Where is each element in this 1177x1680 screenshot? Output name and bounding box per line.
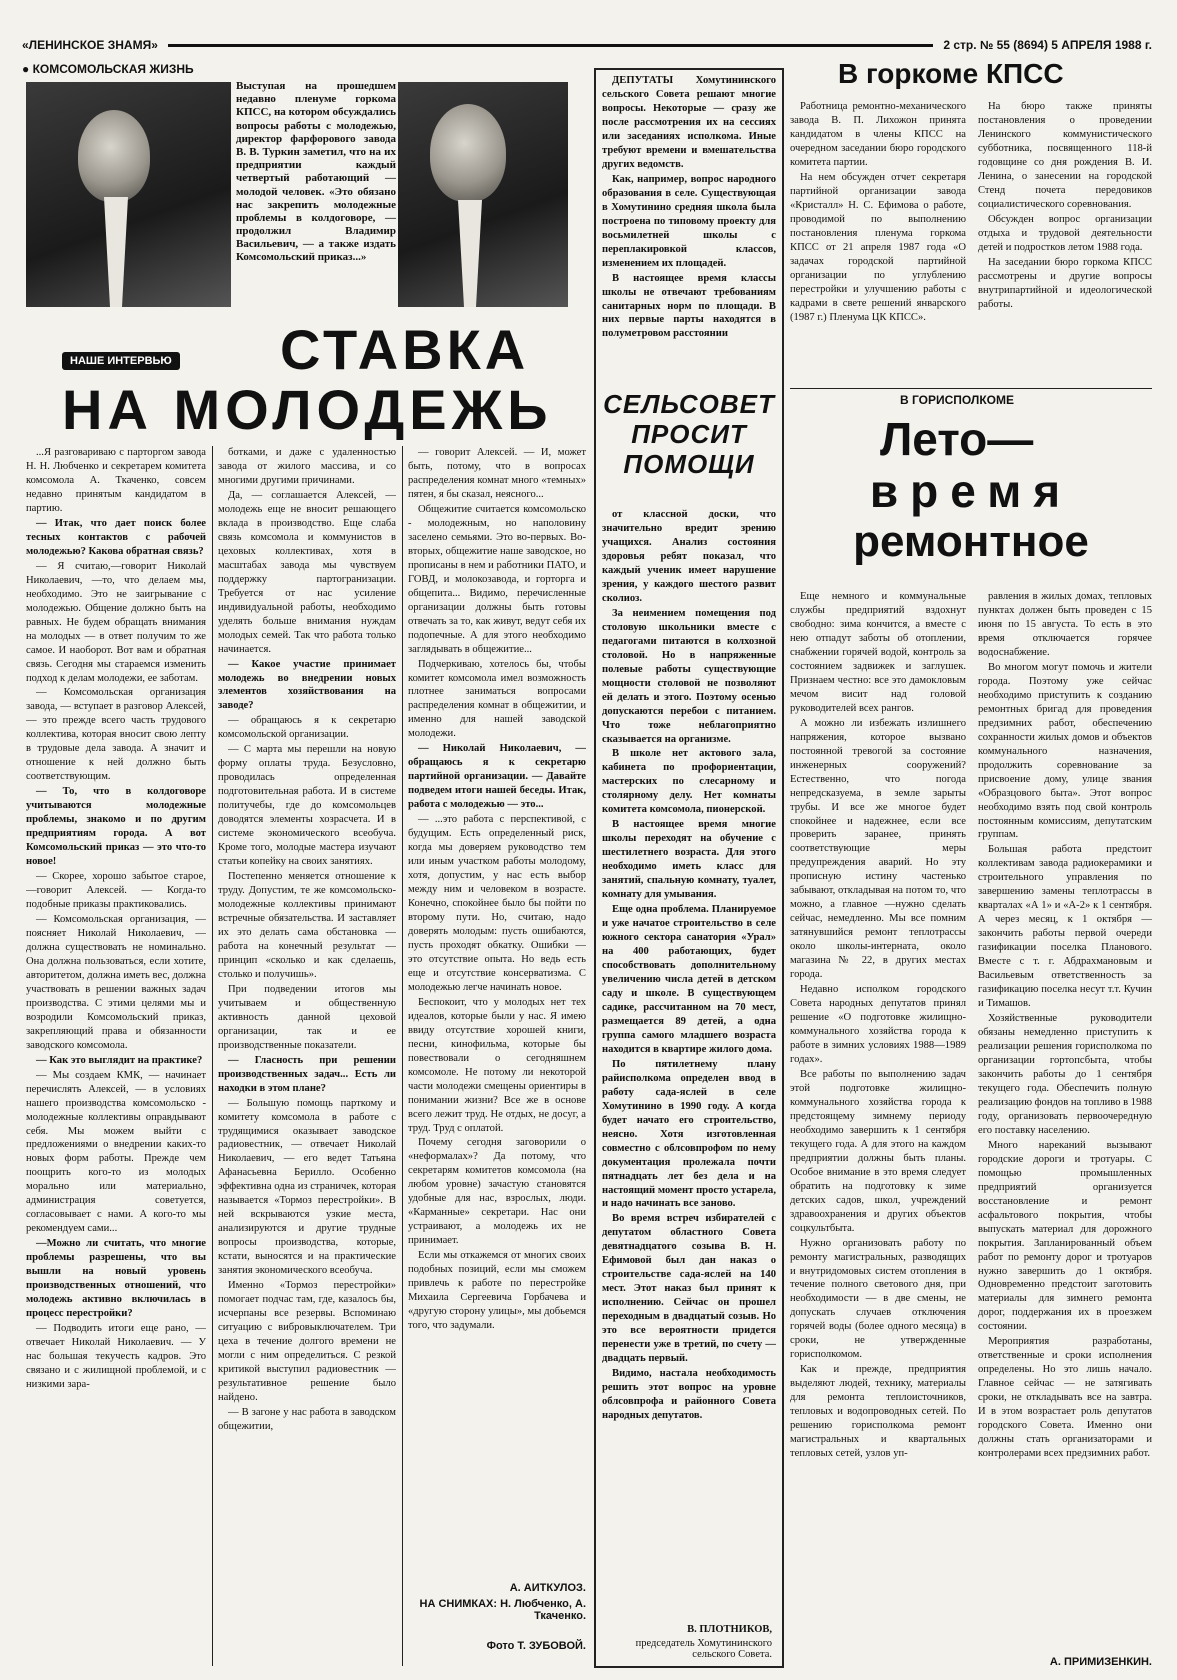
paragraph: Видимо, настала необходимость решить этот вопрос на уровне облсовпрофа и районного Совета народных депутатов. xyxy=(602,1368,776,1421)
paragraph: Мероприятия разработаны, ответственные и сроки исполнения определены. Но это лишь начало. Главное сейчас — не затягивать сроки, не откладывать все на завтра. И в этом возрастает роль депутатов городского Совета. Именно они должны стать организаторами и контролерами всех предзимних работ. xyxy=(978,1336,1152,1460)
gorispolkom-column-2 xyxy=(978,590,1152,1655)
paragraph: — Николай Николаевич, — обращаюсь я к секретарю партийной организации. — Давайте подведем итоги нашей беседы. Итак, работа с молодежью — это... xyxy=(408,743,586,811)
paragraph: На нем обсужден отчет секретаря партийной организации завода «Кристалл» Н. С. Ефимова о работе, проводимой по выполнению постановления пленума горкома КПСС от 21 апреля 1987 года «О задачах городской партийной организации по углублению перестройки и улучшению работы с кадрами в свете решений январского (1987 г.) Пленума ЦК КПСС». xyxy=(790,171,966,323)
paragraph: — Скорее, хорошо забытое старое, —говорит Алексей. — Когда-то подобные приказы практиковались. xyxy=(26,871,206,910)
interview-tag: НАШЕ ИНТЕРВЬЮ xyxy=(62,352,180,370)
paragraph: Еще немного и коммунальные службы предприятий вздохнут свободно: зима кончится, а вместе с нею отпадут заботы об отоплении, снабжении горячей водой, контроль за состоянием задвижек и заглушек. Признаем честно: все это дамокловым мечом висит над головой руководителей всех рангов. xyxy=(790,591,966,714)
paragraph: За неимением помещения под столовую школьники вместе с педагогами питаются в колхозной столовой. Но в напряженные полевые работы существующие мощности столовой не позволяют ей делать и этого. Поэтому осенью допускаются перебои с питанием. Что тоже неблагоприятно сказывается на организме. xyxy=(602,607,776,745)
selsovet-lead: ДЕПУТАТЫ Хомутининского сельского Совета решают многие вопросы. Некоторые — сразу же после рассмотрения их на сессиях или заседаниях исполкома. Иные требуют времени и вмешательства других ведомств. Как, например, вопрос народного образования в селе. Существующая в Хомутинино средняя школа была построена по типовому проекту для восьмилетней школы с переплакировкой классов, изменением их площадей. В настоящее время классы школы не отвечают требованиям санитарных норм по площади. В них первые парты находятся в полуметровом расстоянии xyxy=(602,75,776,340)
selsovet-body xyxy=(602,508,776,1623)
paragraph: Да, — соглашается Алексей, — молодежь еще не вносит решающего вклада в производство. Еще слаба связь комсомола и коммунистов в цеховых коллективах, хотя в масштабах завода мы чувствуем поддержку партогранизации. Требуется от нас усиление индивидуальной работы, необходимо уделять больше внимания нуждам молодых семей. Так что работа только начинается. xyxy=(218,489,396,655)
gorispolkom-column-1 xyxy=(790,590,966,1680)
paragraph: равления в жилых домах, тепловых пунктах должен быть проведен с 15 июня по 15 августа. То есть в это время отключается горячее водоснабжение. xyxy=(978,591,1152,658)
paragraph: от классной доски, что значительно вредит зрению учащихся. Анализ состояния здоровья ребят показал, что каждый ученик имеет нарушение зрения, у каждого шестого развит сколиоз. xyxy=(602,509,776,604)
paragraph: Подчеркиваю, хотелось бы, чтобы комитет комсомола имел возможность плотнее заниматься вопросами распределения комнат в общежитии, и именно для нашей заводской молодежи. xyxy=(408,658,586,740)
paragraph: — Я считаю,—говорит Николай Николаевич, —то, что делаем мы, необходимо. Это не заигрывание с молодежью. Общение должно быть на равных. Не будем обращать внимания на молодых — в ответ получим то же самое. И наоборот. Вот вам и обратная связь. Сегодня мы стараемся изменить подход к делам молодежи, ее заботам. xyxy=(26,560,206,684)
paragraph: — Мы создаем КМК, — начинает перечислять Алексей, — в условиях нашего производства комсомольско - молодежные коллективы оправдывают себя. Мы можем выйти с предложениями о внедрении каких-то новых форм работы. Прежде чем поощрить кого-то из молодых морально или материально, администрация советуется, согласовывает с нами. А кого-то мы рекомендуем сами... xyxy=(26,1069,206,1235)
leto-headline: Лето— время ремонтное xyxy=(853,413,1089,567)
paragraph: Постепенно меняется отношение к труду. Допустим, те же комсомольско-молодежные коллективы принимают встречные обязательства. И заставляет их это делать сама обстановка — работа на конечный результат — принцип «сколько и как сделаешь, столько и получишь». xyxy=(218,871,396,980)
section-rule xyxy=(790,388,1152,389)
paragraph: — Итак, что дает поиск более тесных контактов с рабочей молодежью? Какова обратная связь? xyxy=(26,517,206,557)
paragraph: Во многом могут помочь и жители города. Поэтому уже сейчас необходимо приступить к созданию ремонтных бригад для проведения предзимних работ, обеспечению сохранности жилых домов и объектов коммунального назначения, продолжить соревнование за присвоение дому, улице звания «Образцового быта». Этот вопрос необходимо взять под свой контроль постоянным комиссиям, депутатским группам. xyxy=(978,661,1152,841)
paragraph: — ...это работа с перспективой, с будущим. Есть определенный риск, когда мы доверяем руководство тем или иным участком работы молодому, хотя, допустим, у нас есть выбор между ним и человеком в возрасте. Конечно, спокойнее было бы пойти по второму пути. Но, считаю, надо доверять молодым: пусть ошибаются, пусть проходят обкатку. Ошибки — это отсутствие опыта. Но ведь есть еще и отсутствие консерватизма. С молодежью легче начинать новое. xyxy=(408,814,586,993)
paragraph: — То, что в колдоговоре учитываются молодежные проблемы, знакомо и по другим предприятиям города. А вот Комсомольский приказ — это что-то новое! xyxy=(26,786,206,868)
selsovet-author: В. ПЛОТНИКОВ, xyxy=(687,1624,772,1635)
paper-name: «ЛЕНИНСКОЕ ЗНАМЯ» xyxy=(22,38,158,52)
paragraph: На бюро также приняты постановления о проведении Ленинского коммунистического субботника, посвященного 118-й годовщине со дня рождения В. И. Ленина, о занесении на городской Стенд почета передовиков социалистического соревнования. xyxy=(978,101,1152,210)
paragraph: Обсужден вопрос организации отдыха и трудовой деятельности детей и подростков летом 1988 года. xyxy=(978,213,1152,253)
paragraph: — Какое участие принимает молодежь во внедрении новых элементов хозяйствования на заводе? xyxy=(218,658,396,712)
photo-lyubchenko xyxy=(26,82,231,307)
paragraph: Как и прежде, предприятия выделяют людей, технику, материалы для ремонта теплоисточников, тепловых и водопроводных сетей. По решению горисполкома ремонт магистральных и квартальных тепловых сетей, узлов уп- xyxy=(790,1364,966,1460)
masthead xyxy=(22,36,1152,54)
selsovet-author-title: председатель Хомутининского сельского Совета. xyxy=(635,1638,772,1660)
paragraph: — Большую помощь парткому и комитету комсомола в работе с трудящимися оказывает заводское радиовестник, — отвечает Николай Николаевич, — его ведет Татьяна Афанасьевна Берилло. Особенно эффективна одна из страничек, которая называется «Тормоз перестройки». В ней вскрываются узкие места, анализируются и другие трудные вопросы производства, которые, кстати, выносятся и на практические занятия экономического всеобуча. xyxy=(218,1097,396,1277)
interview-column-2 xyxy=(218,446,396,1676)
paragraph: — Гласность при решении производственных задач... Есть ли находки в этом плане? xyxy=(218,1054,396,1094)
paragraph: Нужно организовать работу по ремонту магистральных, разводящих и внутридомовых систем отопления в течение полного светового дня, при необходимости — в две смены, не допускать случаев отключения горячей воды (более одного месяца) в сроки, не утвержденные горисполкомом. xyxy=(790,1237,966,1361)
headline-stavka: СТАВКА xyxy=(280,318,530,381)
paragraph: — Как это выглядит на практике? xyxy=(36,1054,203,1066)
paragraph: ботками, и даже с удаленностью завода от жилого массива, и со многими другими причинами. xyxy=(218,447,396,486)
paragraph: Все работы по выполнению задач этой подготовке жилищно-коммунального хозяйства города к предстоящему зимнему периоду необходимо завершить к 1 сентября текущего года. А для этого на каждом предприятии должны быть планы. Особое внимание в это время следует обратить на подготовку к зиме детских садов, школ, учреждений здравоохранения и других объектов соцкультбыта. xyxy=(790,1068,966,1234)
interview-column-3 xyxy=(408,446,586,1581)
paragraph: Хозяйственные руководители обязаны немедленно приступить к реализации решения горисполкома по организации гортопсбыта, чтобы закончить работы до 1 сентября текущего года. Обеспечить полную реализацию фондов на топливо в 1988 году, организовать первоочередную его поставку населению. xyxy=(978,1013,1152,1136)
paragraph: Почему сегодня заговорили о «неформалах»? Да потому, что секретарям комитетов комсомола (на любом уровне) зачастую становятся удобные для нас, взрослых, люди. «Карманные» секретари. Нас они устраивают, а молодежь их не принимает. xyxy=(408,1137,586,1247)
paragraph: Если мы откажемся от многих своих подобных позиций, если мы сможем привлечь к работе по перестройке Михаила Сергеевича Горбачева и «другую сторону улицы», мы добьемся того, что задумали. xyxy=(408,1250,586,1332)
photo-tkachenko xyxy=(398,82,568,307)
paragraph: Именно «Тормоз перестройки» помогает подчас там, где, казалось бы, исчерпаны все резервы. Вспоминаю ситуацию с вибровыключателем. Три цеха в течение долгого времени не могли с ним определиться. С резкой критикой выступил радиовестник — результативное решение было найдено. xyxy=(218,1280,396,1403)
lead-text: Выступая на прошедшем недавно пленуме горкома КПСС, на котором обсуждались вопросы работы с молодежью, директор фарфорового завода В. В. Туркин заметил, что на их предприятии каждый четвертый работающий — молодой человек. «Это обязано нас закрепить молодежные проблемы в колдоговоре, — продолжил Владимир Васильевич, — а также издать Комсомольский приказ...» xyxy=(236,80,396,264)
gorkom-title: В горкоме КПСС xyxy=(838,58,1064,89)
paragraph: — С марта мы перешли на новую форму оплаты труда. Безусловно, проводилась определенная подготовительная работа. И в системе политучебы, где до комсомольцев доводятся элементы хозрасчета. И в системе экономического всеобуча. Кроме того, молодые мастера изучают статьи копейку на своих занятиях. xyxy=(218,744,396,868)
paragraph: По пятилетнему плану райисполкома определен ввод в работу сада-яслей в селе Хомутинино в 1990 году. А когда будет начато его строительство, неясно. Хотя изготовленная совместно с облсовпрофом по нему документация пролежала почти пятнадцать лет без дела и на настоящий момент просто устарела, и надо начинать все заново. xyxy=(602,1058,776,1210)
photo-credit: Фото Т. ЗУБОВОЙ. xyxy=(486,1640,586,1652)
paragraph: Еще одна проблема. Планируемое и уже начатое строительство в селе южного сектора санатория «Урал» на 400 работающих, будет способствовать дополнительному увеличению числа детей в детском саду и школе. В существующем садике, рассчитанном на 70 мест, размещается 89 детей, а одна группа самого младшего возраста находится в квартире жилого дома. xyxy=(602,904,776,1055)
gorkom-column-2 xyxy=(978,100,1152,390)
column-divider xyxy=(212,446,213,1666)
paragraph: — Подводить итоги еще рано, — отвечает Николай Николаевич. — У нас большая текучесть кадров. Это связано и с жилищной проблемой, и с низкими зара- xyxy=(26,1323,206,1390)
gorispolkom-subhead: В ГОРИСПОЛКОМЕ xyxy=(900,393,1015,407)
selsovet-headline: СЕЛЬСОВЕТ ПРОСИТ ПОМОЩИ xyxy=(603,389,775,479)
masthead-rule xyxy=(168,44,933,47)
paragraph: —Можно ли считать, что многие проблемы разрешены, что вы вышли на новый уровень производственных отношений, что молодежь активно включилась в процесс перестройки? xyxy=(26,1238,206,1320)
paragraph: При подведении итогов мы учитываем и общественную активность данной цеховой организации, так и ее производственные показатели. xyxy=(218,983,396,1051)
paragraph: В школе нет актового зала, кабинета по профориентации, мастерских по слесарному и столярному делу. Нет комнаты комитета комсомола, пионерской. xyxy=(602,748,776,816)
paragraph: — говорит Алексей. — И, может быть, потому, что в вопросах распределения комнат много «темных» пятен, я бы сказал, неясного... xyxy=(408,447,586,500)
paragraph: Работница ремонтно-механического завода В. П. Лихожон принята кандидатом в члены КПСС на очередном заседании бюро городского комитета партии. xyxy=(790,101,966,168)
paragraph: В настоящее время многие школы переходят на обучение с шестилетнего возраста. Для этого необходимо иметь класс для занятий, спальную комнату, туалет, комнату для умывания. xyxy=(602,819,776,901)
paragraph: А можно ли избежать излишнего напряжения, которое вызвано постоянной тревогой за состояние инженерных сооружений? Естественно, что погода непредсказуема, в земле зарыты трубы. И все же многое будет спокойнее и надежнее, если все проверить заранее, принять соответствующие меры предупреждения аварий. Но эту прописную истину частенько забывают, откладывая на потом то, что можно, а главное —нужно сделать сейчас, немедленно. Мы все помним затянувшийся ремонт теплотрассы около школы-интерната, около магазина № 22, в других местах города. xyxy=(790,717,966,981)
issue-info: 2 стр. № 55 (8694) 5 АПРЕЛЯ 1988 г. xyxy=(943,38,1152,52)
interview-column-1 xyxy=(26,446,206,1676)
gorispolkom-author: А. ПРИМИЗЕНКИН. xyxy=(1049,1656,1152,1668)
paragraph: — обращаюсь я к секретарю комсомольской организации. xyxy=(218,715,396,741)
rubric: ● КОМСОМОЛЬСКАЯ ЖИЗНЬ xyxy=(22,62,194,76)
paragraph: ...Я разговариваю с парторгом завода Н. Н. Любченко и секретарем комитета комсомола А. Ткаченко, совсем недавно принятым кандидатом в партию. xyxy=(26,447,206,514)
paragraph: Во время встреч избирателей с депутатом областного Совета девятнадцатого созыва В. Н. Ефимовой был дан наказ о строительстве сада-яслей на 140 мест. Этот наказ был принят к исполнению. Сейчас он прошел переходным в двадцатый созыв. Но это все вероятности придется перенести уже в третий, по счету — двадцать первый. xyxy=(602,1213,776,1365)
headline-na-molodezh: НА МОЛОДЕЖЬ xyxy=(62,378,553,441)
paragraph: Большая работа предстоит коллективам завода радиокерамики и строительного управления по завершению замены теплотрассы в кварталах «А 1» и «А-2» к 1 сентября. А через месяц, к 1 октября — закончить работы первой очереди газификации поселка Планового. Вместе с т. г. Абдрахмановым и Васильевым ответственность за газификацию поселка несут т.т. Кучин и Тимашов. xyxy=(978,844,1152,1010)
paragraph: Общежитие считается комсомольско - молодежным, но наполовину заселено семьями. Это во-первых. Во-вторых, общежитие наше заводское, но прописаны в нем и работники ПАТО, и ГОВД, и молокозавода, и горторга и общепита... Видимо, перечисленные организации должны быть готовы отвечать за то, как живут, ведут себя их подопечные. А для этого необходимо заглядывать в общежитие... xyxy=(408,503,586,655)
column-divider xyxy=(402,446,403,1666)
interview-author: А. АИТКУЛОЗ. xyxy=(509,1582,586,1594)
paragraph: — Комсомольская организация завода, — вступает в разговор Алексей, — это прежде всего часть трудового коллектива, которая вносит свою лепту в трудовые дела завода. А значит и отношение к ней должно быть соответствующим. xyxy=(26,687,206,783)
paragraph: — Комсомольская организация, — поясняет Николай Николаевич, — должна существовать не номинально. Она должна пользоваться, если хотите, авторитетом, должна иметь вес, должна участвовать в решении важных задач производства. С этими целями мы и возродили Комсомольский приказ, закрепляющий права и обязанности заводского комсомола. xyxy=(26,913,206,1051)
paragraph: Недавно исполком городского Совета народных депутатов принял решение «О подготовке жилищно-коммунального хозяйства города к работе в зимних условиях 1988—1989 годах». xyxy=(790,984,966,1065)
paragraph: Много нареканий вызывают городские дороги и тротуары. С помощью промышленных предприятий организуется восстановление и ремонт асфальтового покрытия, чтобы выпускать материал для дорожного покрытия. Запланированный объем работ по ремонту дорог и тротуаров нужно завершить до 1 октября. Одновременно предстоит заготовить материалы для зимнего ремонта дорог, поддержания их в проезжем состоянии. xyxy=(978,1139,1152,1333)
gorkom-column-1 xyxy=(790,100,966,390)
paragraph: На заседании бюро горкома КПСС рассмотрены и другие вопросы внутрипартийной и идеологической работы. xyxy=(978,256,1152,310)
photo-caption: НА СНИМКАХ: Н. Любченко, А. Ткаченко. xyxy=(419,1598,586,1622)
paragraph: — В загоне у нас работа в заводском общежитии, xyxy=(218,1406,396,1432)
paragraph: Беспокоит, что у молодых нет тех идеалов, которые были у нас. Я имею ввиду отсутствие хорошей книги, песни, кинофильма, которые бы повествовали о сегодняшнем комсомоле. Не потому ли некоторой части молодежи смещены ориентиры в понимании жизни? Все же в основе всего лежит труд. Не отдых, не досуг, а труд. Труд с оплатой. xyxy=(408,996,586,1134)
